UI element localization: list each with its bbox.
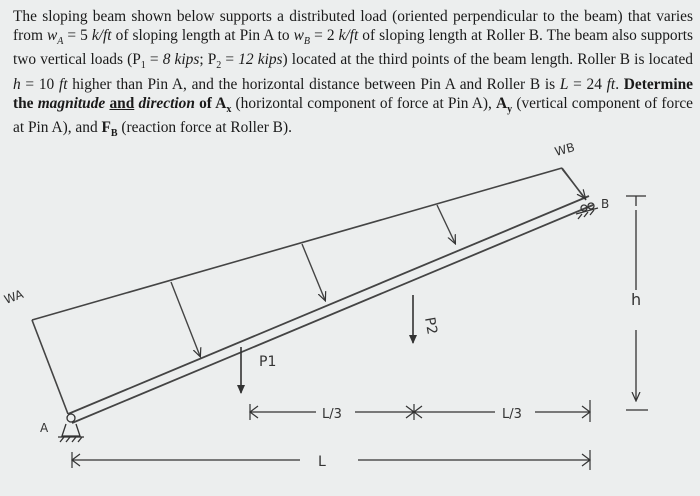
label-h: h	[631, 290, 642, 309]
label-b: B	[601, 197, 610, 211]
label-a: A	[40, 421, 49, 435]
pin-support-a	[58, 414, 84, 442]
length-dimension	[72, 450, 590, 470]
distributed-load-outline	[32, 168, 586, 414]
p1-label: P1	[259, 354, 277, 370]
wb-label: WB	[553, 140, 577, 159]
point-load-p1	[241, 347, 276, 393]
label-third-1: L/3	[322, 407, 342, 422]
label-l: L	[318, 454, 326, 470]
wa-label: WA	[2, 287, 26, 307]
third-dimensions	[250, 400, 590, 422]
point-load-p2	[413, 295, 440, 343]
sloping-beam	[68, 196, 593, 423]
label-third-2: L/3	[502, 407, 522, 422]
problem-statement: The sloping beam shown below supports a distributed load (oriented perpendicular to the beam) that varies from $w_A = 5$ k/ft of sloping length at Pin A to $w_B = 2$ k/ft of sloping length at Roller B. The beam also supports two vertical loads ($P_1 = 8$ kips; $P_2 = 12$ kips) located at the third points of the beam length. Roller B is located h = 10 ft higher than Pin A, and the horizontal distance between Pin A and Roller B is L = 24 ft. Determine the magnitude and direction of $A_x$ (horizontal component of force at Pin A), $A_y$ (vertical component of force at Pin A), and $F_B$ (reaction force at Roller B).	[13, 8, 694, 140]
p2-label: P2	[421, 315, 440, 336]
